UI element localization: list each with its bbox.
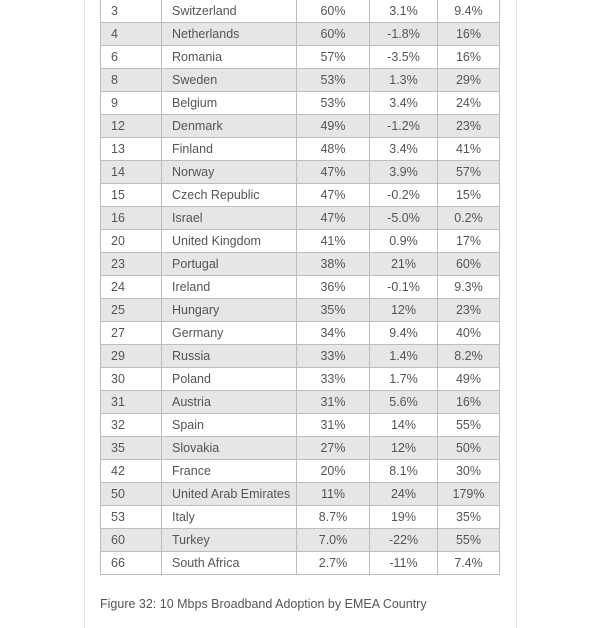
qoq-change-cell: 3.1%	[370, 0, 438, 23]
adoption-pct-cell: 7.0%	[297, 529, 370, 552]
adoption-pct-cell: 2.7%	[297, 552, 370, 575]
country-cell: South Africa	[162, 552, 297, 575]
adoption-pct-cell: 38%	[297, 253, 370, 276]
table-row	[101, 115, 500, 138]
global-rank-cell: 30	[101, 368, 162, 391]
country-cell: United Kingdom	[162, 230, 297, 253]
qoq-change-cell: 1.7%	[370, 368, 438, 391]
adoption-pct-cell: 57%	[297, 46, 370, 69]
qoq-change-cell: 5.6%	[370, 391, 438, 414]
country-cell: Austria	[162, 391, 297, 414]
table-row	[101, 46, 500, 69]
country-cell: Norway	[162, 161, 297, 184]
global-rank-cell: 16	[101, 207, 162, 230]
adoption-pct-cell: 33%	[297, 368, 370, 391]
yoy-change-cell: 24%	[438, 92, 500, 115]
global-rank-cell: 14	[101, 161, 162, 184]
yoy-change-cell: 9.3%	[438, 276, 500, 299]
qoq-change-cell: 3.4%	[370, 138, 438, 161]
country-cell: Ireland	[162, 276, 297, 299]
yoy-change-cell: 16%	[438, 391, 500, 414]
table-row	[101, 552, 500, 575]
global-rank-cell: 32	[101, 414, 162, 437]
adoption-pct-cell: 27%	[297, 437, 370, 460]
qoq-change-cell: 0.9%	[370, 230, 438, 253]
qoq-change-cell: 3.9%	[370, 161, 438, 184]
qoq-change-cell: -3.5%	[370, 46, 438, 69]
global-rank-cell: 6	[101, 46, 162, 69]
adoption-pct-cell: 20%	[297, 460, 370, 483]
qoq-change-cell: -22%	[370, 529, 438, 552]
table-row	[101, 138, 500, 161]
table-row	[101, 414, 500, 437]
global-rank-cell: 42	[101, 460, 162, 483]
qoq-change-cell: 24%	[370, 483, 438, 506]
yoy-change-cell: 16%	[438, 23, 500, 46]
qoq-change-cell: -1.2%	[370, 115, 438, 138]
adoption-pct-cell: 31%	[297, 414, 370, 437]
global-rank-cell: 20	[101, 230, 162, 253]
country-cell: Germany	[162, 322, 297, 345]
global-rank-cell: 8	[101, 69, 162, 92]
table-row	[101, 253, 500, 276]
global-rank-cell: 15	[101, 184, 162, 207]
country-cell: Denmark	[162, 115, 297, 138]
qoq-change-cell: -5.0%	[370, 207, 438, 230]
table-row	[101, 92, 500, 115]
yoy-change-cell: 41%	[438, 138, 500, 161]
country-cell: Romania	[162, 46, 297, 69]
table-row	[101, 276, 500, 299]
table-row	[101, 23, 500, 46]
adoption-pct-cell: 8.7%	[297, 506, 370, 529]
qoq-change-cell: -11%	[370, 552, 438, 575]
qoq-change-cell: 8.1%	[370, 460, 438, 483]
table-row	[101, 368, 500, 391]
yoy-change-cell: 15%	[438, 184, 500, 207]
country-cell: Hungary	[162, 299, 297, 322]
yoy-change-cell: 179%	[438, 483, 500, 506]
qoq-change-cell: -0.1%	[370, 276, 438, 299]
global-rank-cell: 50	[101, 483, 162, 506]
qoq-change-cell: 1.4%	[370, 345, 438, 368]
country-cell: Poland	[162, 368, 297, 391]
adoption-pct-cell: 33%	[297, 345, 370, 368]
yoy-change-cell: 9.4%	[438, 0, 500, 23]
global-rank-cell: 13	[101, 138, 162, 161]
page-border-left	[84, 0, 85, 628]
country-cell: United Arab Emirates	[162, 483, 297, 506]
table-body	[101, 0, 500, 575]
table-row	[101, 529, 500, 552]
yoy-change-cell: 17%	[438, 230, 500, 253]
global-rank-cell: 4	[101, 23, 162, 46]
country-cell: Portugal	[162, 253, 297, 276]
adoption-pct-cell: 53%	[297, 69, 370, 92]
table-row	[101, 460, 500, 483]
page-border-right	[516, 0, 517, 628]
yoy-change-cell: 23%	[438, 299, 500, 322]
yoy-change-cell: 55%	[438, 414, 500, 437]
qoq-change-cell: -1.8%	[370, 23, 438, 46]
country-cell: Italy	[162, 506, 297, 529]
adoption-pct-cell: 11%	[297, 483, 370, 506]
adoption-pct-cell: 47%	[297, 207, 370, 230]
table-row	[101, 184, 500, 207]
qoq-change-cell: 1.3%	[370, 69, 438, 92]
global-rank-cell: 25	[101, 299, 162, 322]
adoption-pct-cell: 47%	[297, 161, 370, 184]
adoption-pct-cell: 60%	[297, 0, 370, 23]
adoption-pct-cell: 34%	[297, 322, 370, 345]
yoy-change-cell: 16%	[438, 46, 500, 69]
table-row	[101, 230, 500, 253]
table-row	[101, 299, 500, 322]
global-rank-cell: 24	[101, 276, 162, 299]
table-row	[101, 0, 500, 23]
adoption-pct-cell: 60%	[297, 23, 370, 46]
yoy-change-cell: 29%	[438, 69, 500, 92]
adoption-pct-cell: 31%	[297, 391, 370, 414]
table-row	[101, 483, 500, 506]
country-cell: Czech Republic	[162, 184, 297, 207]
global-rank-cell: 27	[101, 322, 162, 345]
country-cell: Turkey	[162, 529, 297, 552]
yoy-change-cell: 40%	[438, 322, 500, 345]
country-cell: Belgium	[162, 92, 297, 115]
yoy-change-cell: 57%	[438, 161, 500, 184]
adoption-pct-cell: 36%	[297, 276, 370, 299]
figure-caption: Figure 32: 10 Mbps Broadband Adoption by EMEA Country	[100, 597, 427, 611]
yoy-change-cell: 50%	[438, 437, 500, 460]
qoq-change-cell: -0.2%	[370, 184, 438, 207]
table-row	[101, 322, 500, 345]
country-cell: Spain	[162, 414, 297, 437]
global-rank-cell: 3	[101, 0, 162, 23]
qoq-change-cell: 21%	[370, 253, 438, 276]
yoy-change-cell: 7.4%	[438, 552, 500, 575]
country-cell: Finland	[162, 138, 297, 161]
adoption-pct-cell: 49%	[297, 115, 370, 138]
qoq-change-cell: 14%	[370, 414, 438, 437]
yoy-change-cell: 49%	[438, 368, 500, 391]
table-row	[101, 345, 500, 368]
global-rank-cell: 29	[101, 345, 162, 368]
qoq-change-cell: 19%	[370, 506, 438, 529]
country-cell: France	[162, 460, 297, 483]
country-cell: Slovakia	[162, 437, 297, 460]
global-rank-cell: 66	[101, 552, 162, 575]
global-rank-cell: 9	[101, 92, 162, 115]
table-row	[101, 437, 500, 460]
adoption-pct-cell: 41%	[297, 230, 370, 253]
table-row	[101, 161, 500, 184]
adoption-pct-cell: 35%	[297, 299, 370, 322]
qoq-change-cell: 3.4%	[370, 92, 438, 115]
table-row	[101, 506, 500, 529]
global-rank-cell: 31	[101, 391, 162, 414]
adoption-pct-cell: 53%	[297, 92, 370, 115]
global-rank-cell: 60	[101, 529, 162, 552]
global-rank-cell: 53	[101, 506, 162, 529]
qoq-change-cell: 12%	[370, 437, 438, 460]
qoq-change-cell: 12%	[370, 299, 438, 322]
table-row	[101, 391, 500, 414]
yoy-change-cell: 35%	[438, 506, 500, 529]
emea-broadband-table	[100, 0, 500, 575]
country-cell: Russia	[162, 345, 297, 368]
adoption-pct-cell: 47%	[297, 184, 370, 207]
global-rank-cell: 35	[101, 437, 162, 460]
yoy-change-cell: 23%	[438, 115, 500, 138]
country-cell: Israel	[162, 207, 297, 230]
yoy-change-cell: 55%	[438, 529, 500, 552]
qoq-change-cell: 9.4%	[370, 322, 438, 345]
global-rank-cell: 12	[101, 115, 162, 138]
yoy-change-cell: 8.2%	[438, 345, 500, 368]
country-cell: Netherlands	[162, 23, 297, 46]
global-rank-cell: 23	[101, 253, 162, 276]
country-cell: Switzerland	[162, 0, 297, 23]
yoy-change-cell: 30%	[438, 460, 500, 483]
yoy-change-cell: 0.2%	[438, 207, 500, 230]
adoption-pct-cell: 48%	[297, 138, 370, 161]
table-row	[101, 69, 500, 92]
yoy-change-cell: 60%	[438, 253, 500, 276]
table-row	[101, 207, 500, 230]
country-cell: Sweden	[162, 69, 297, 92]
